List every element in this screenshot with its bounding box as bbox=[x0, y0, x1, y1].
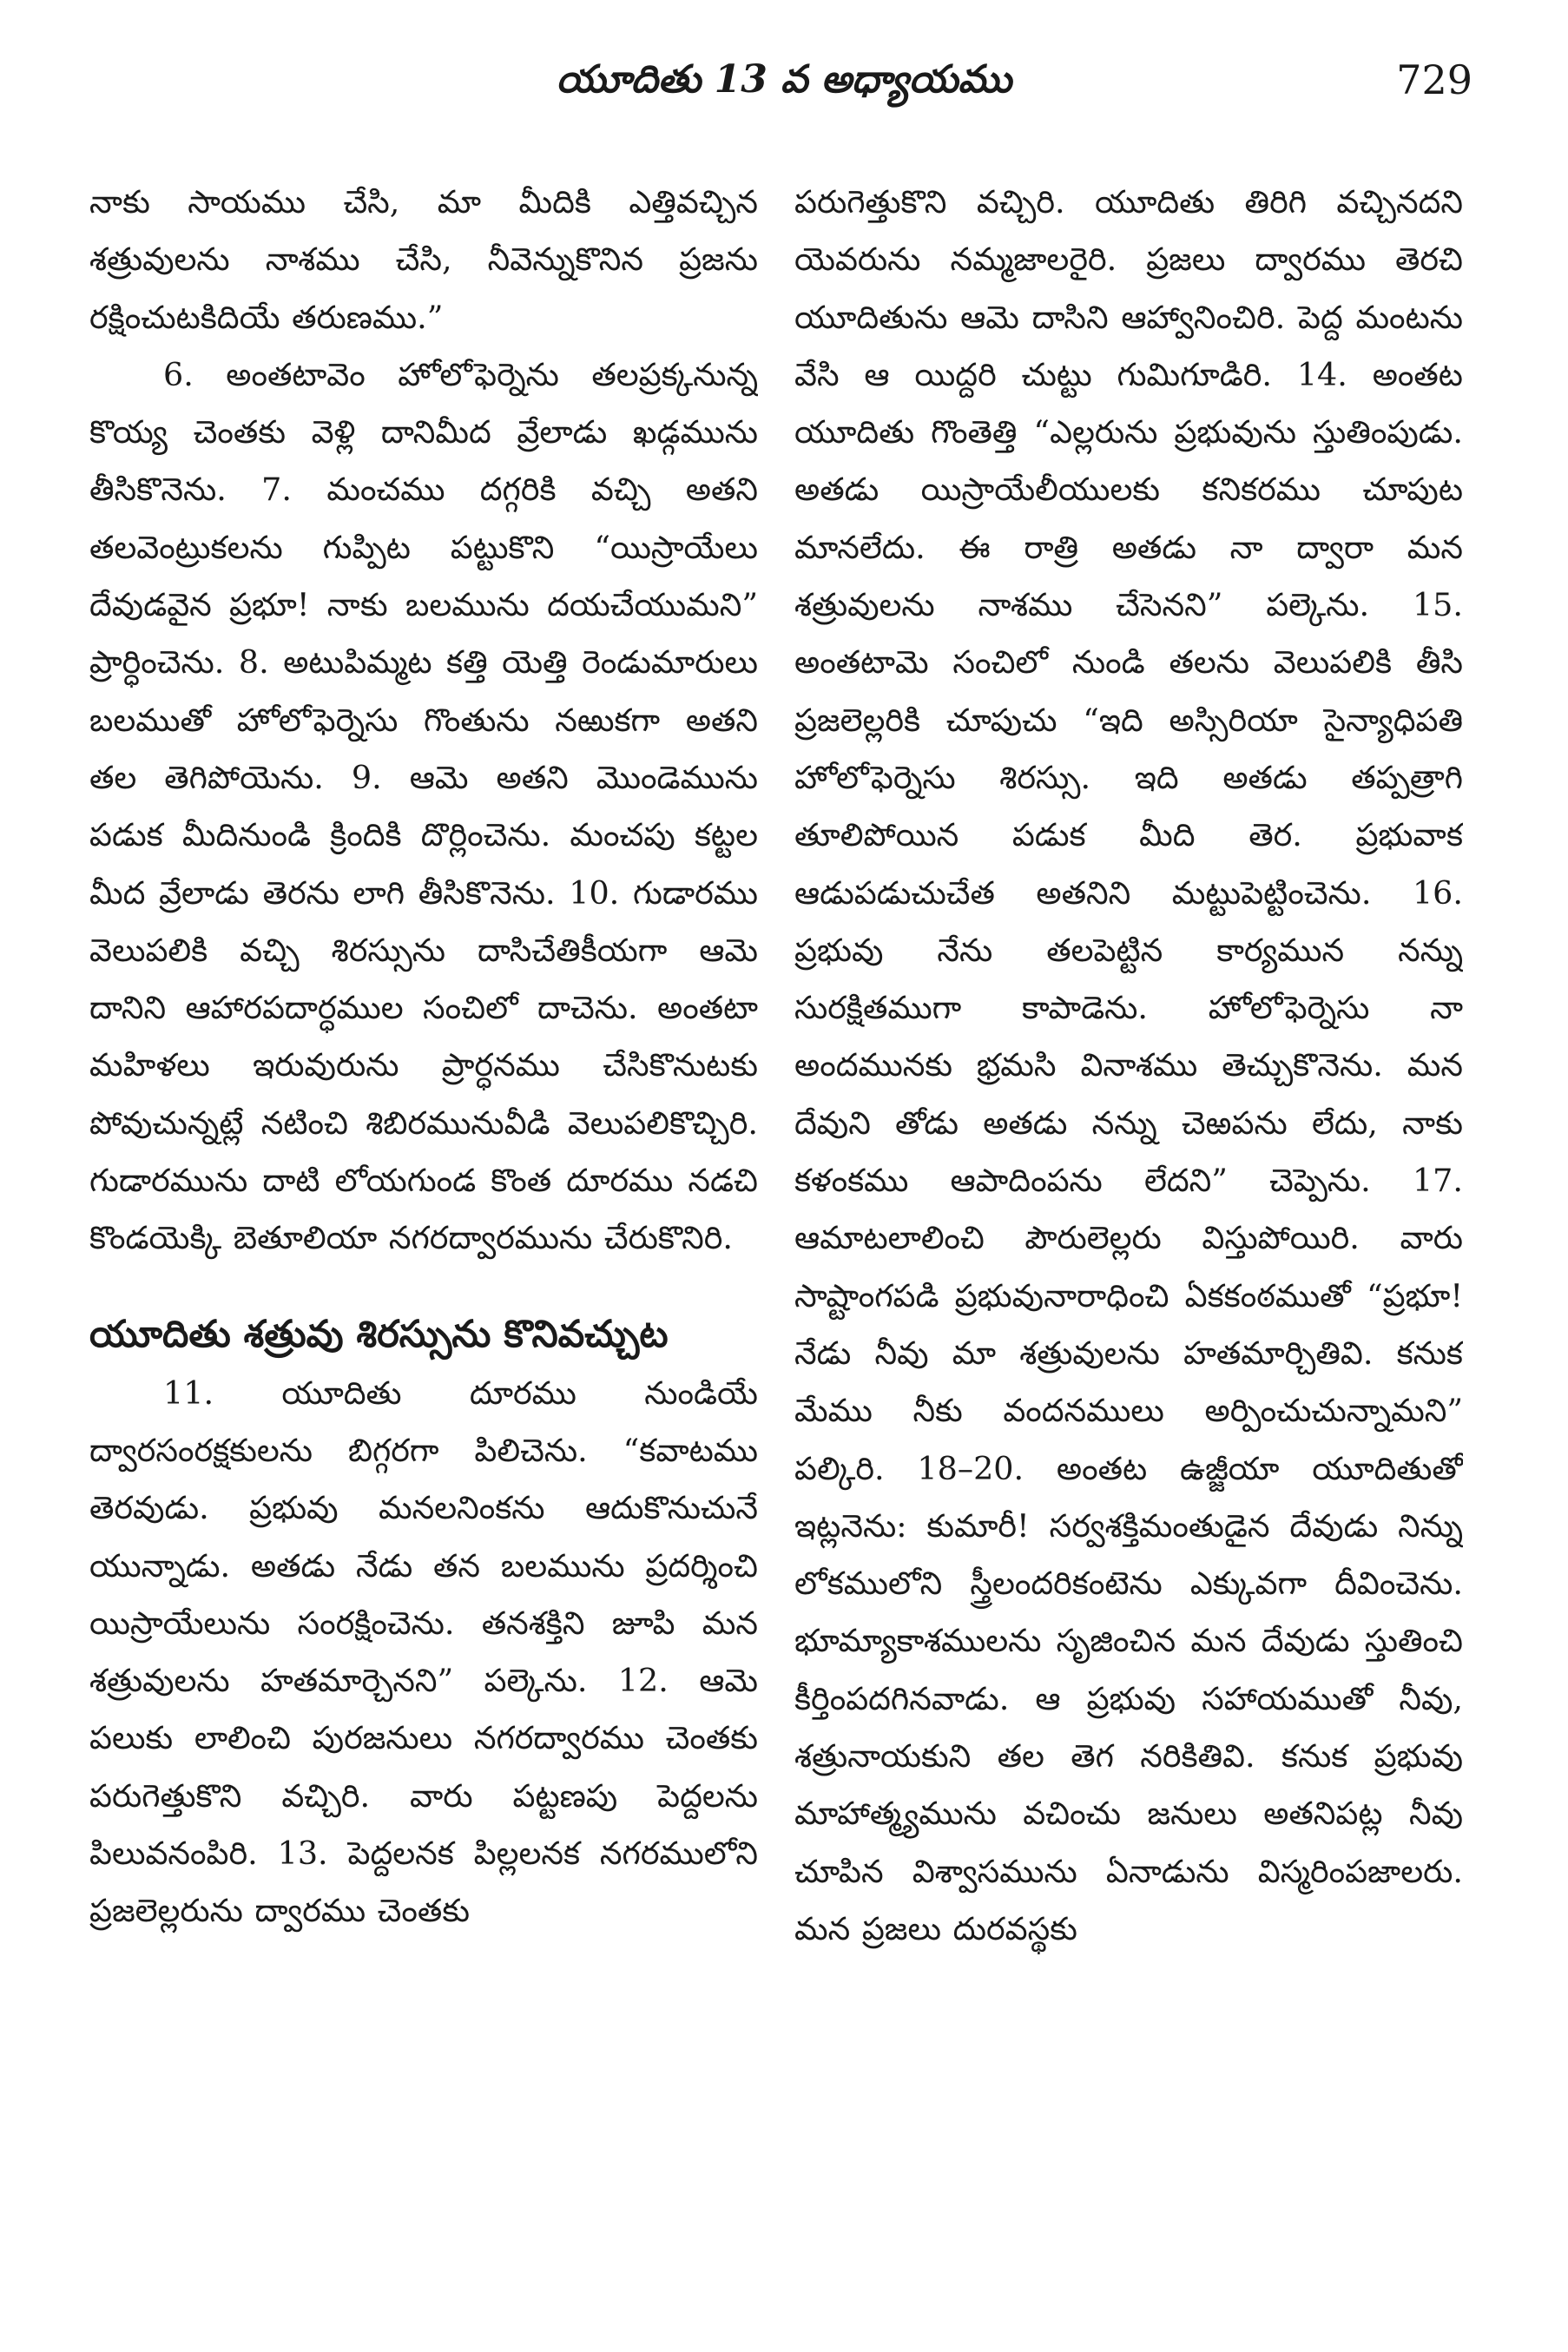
paragraph: నాకు సాయము చేసి, మా మీదికి ఎత్తివచ్చిన శత్రువులను నాశము చేసి, నీవెన్నుకొనిన ప్రజను రక్షించుటకిదియే తరుణము.” bbox=[89, 183, 758, 336]
running-title: యూదితు 13 వ అధ్యాయము bbox=[556, 57, 1012, 102]
paragraph: పరుగెత్తుకొని వచ్చిరి. యూదితు తిరిగి వచ్చినదని యెవరును నమ్మజాలరైరి. ప్రజలు ద్వారము తెరచి యూదితును ఆమె దాసిని ఆహ్వానించిరి. పెద్ద మంటను వేసి ఆ యిద్దరి చుట్టు గుమిగూడిరి. 14. అంతట యూదితు గొంతెత్తి “ఎల్లరును ప్రభువును స్తుతింపుడు. అతడు యిస్రాయేలీయులకు కనికరము చూపుట మానలేదు. ఈ రాత్రి అతడు నా ద్వారా మన శత్రువులను నాశము చేసెనని” పల్కెను. 15. అంతటామె సంచిలో నుండి తలను వెలుపలికి తీసి ప్రజలెల్లరికి చూపుచు “ఇది అస్సిరియా సైన్యాధిపతి హోలోఫెర్నెసు శిరస్సు. ఇది అతడు తప్పత్రాగి తూలిపోయిన పడుక మీది తెర. ప్రభువాక ఆడుపడుచుచేత అతనిని మట్టుపెట్టించెను. 16. ప్రభువు నేను తలపెట్టిన కార్యమున నన్ను సురక్షితముగా కాపాడెను. హోలోఫెర్నెసు నా అందమునకు భ్రమసి వినాశము తెచ్చుకొనెను. మన దేవుని తోడు అతడు నన్ను చెఱపను లేదు, నాకు కళంకము ఆపాదింపను లేదని” చెప్పెను. 17. ఆమాటలాలించి పౌరులెల్లరు విస్తుపోయిరి. వారు సాష్టాంగపడి ప్రభువునారాధించి ఏకకంఠముతో “ప్రభూ! నేడు నీవు మా శత్రువులను హతమార్చితివి. కనుక మేము నీకు వందనములు అర్పించుచున్నామని” పల్కిరి. 18–20. అంతట ఉజ్జీయా యూదితుతో ఇట్లనెను: కుమారీ! సర్వశక్తిమంతుడైన దేవుడు నిన్ను లోకములోని స్త్రీలందరికంటెను ఎక్కువగా దీవించెను. భూమ్యాకాశములను సృజించిన మన దేవుడు స్తుతించి కీర్తింపదగినవాడు. ఆ ప్రభువు సహాయముతో నీవు, శత్రునాయకుని తల తెగ నరికితివి. కనుక ప్రభువు మాహాత్మ్యమును వచించు జనులు అతనిపట్ల నీవు చూపిన విశ్వాసమును ఏనాడును విస్మరింపజాలరు. మన ప్రజలు దురవస్థకు bbox=[794, 183, 1463, 1947]
left-column bbox=[89, 174, 758, 2317]
page-number: 729 bbox=[1396, 56, 1472, 103]
running-header bbox=[96, 45, 1472, 115]
section-heading: యూదితు శత్రువు శిరస్సును కొనివచ్చుట bbox=[89, 1312, 669, 1356]
paragraph: 6. అంతటావెం హోలోఫెర్నెను తలప్రక్కనున్న కొయ్య చెంతకు వెళ్లి దానిమీద వ్రేలాడు ఖడ్గమును తీసికొనెను. 7. మంచము దగ్గరికి వచ్చి అతని తలవెంట్రుకలను గుప్పిట పట్టుకొని “యిస్రాయేలు దేవుడవైన ప్రభూ! నాకు బలమును దయచేయుమని” ప్రార్ధించెను. 8. అటుపిమ్మట కత్తి యెత్తి రెండుమారులు బలముతో హోలోఫెర్నెసు గొంతును నఱుకగా అతని తల తెగిపోయెను. 9. ఆమె అతని మొండెమును పడుక మీదినుండి క్రిందికి దొర్లించెను. మంచపు కట్టల మీద వ్రేలాడు తెరను లాగి తీసికొనెను. 10. గుడారము వెలుపలికి వచ్చి శిరస్సును దాసిచేతికీయగా ఆమె దానిని ఆహారపదార్ధముల సంచిలో దాచెను. అంతటా మహిళలు ఇరువురును ప్రార్ధనము చేసికొనుటకు పోవుచున్నట్లే నటించి శిబిరమునువీడి వెలుపలికొచ్చిరి. గుడారమును దాటి లోయగుండ కొంత దూరము నడచి కొండయెక్కి బెతూలియా నగరద్వారమును చేరుకొనిరి. bbox=[89, 355, 758, 1257]
right-column bbox=[794, 174, 1463, 2317]
paragraph: 11. యూదితు దూరము నుండియే ద్వారసంరక్షకులను బిగ్గరగా పిలిచెను. “కవాటము తెరవుడు. ప్రభువు మనలనింకను ఆదుకొనుచునే యున్నాడు. అతడు నేడు తన బలమును ప్రదర్శించి యిస్రాయేలును సంరక్షించెను. తనశక్తిని జూపి మన శత్రువులను హతమార్చెనని” పల్కెను. 12. ఆమె పలుకు లాలించి పురజనులు నగరద్వారము చెంతకు పరుగెత్తుకొని వచ్చిరి. వారు పట్టణపు పెద్దలను పిలువనంపిరి. 13. పెద్దలనక పిల్లలనక నగరములోని ప్రజలెల్లరును ద్వారము చెంతకు bbox=[89, 1374, 758, 1930]
